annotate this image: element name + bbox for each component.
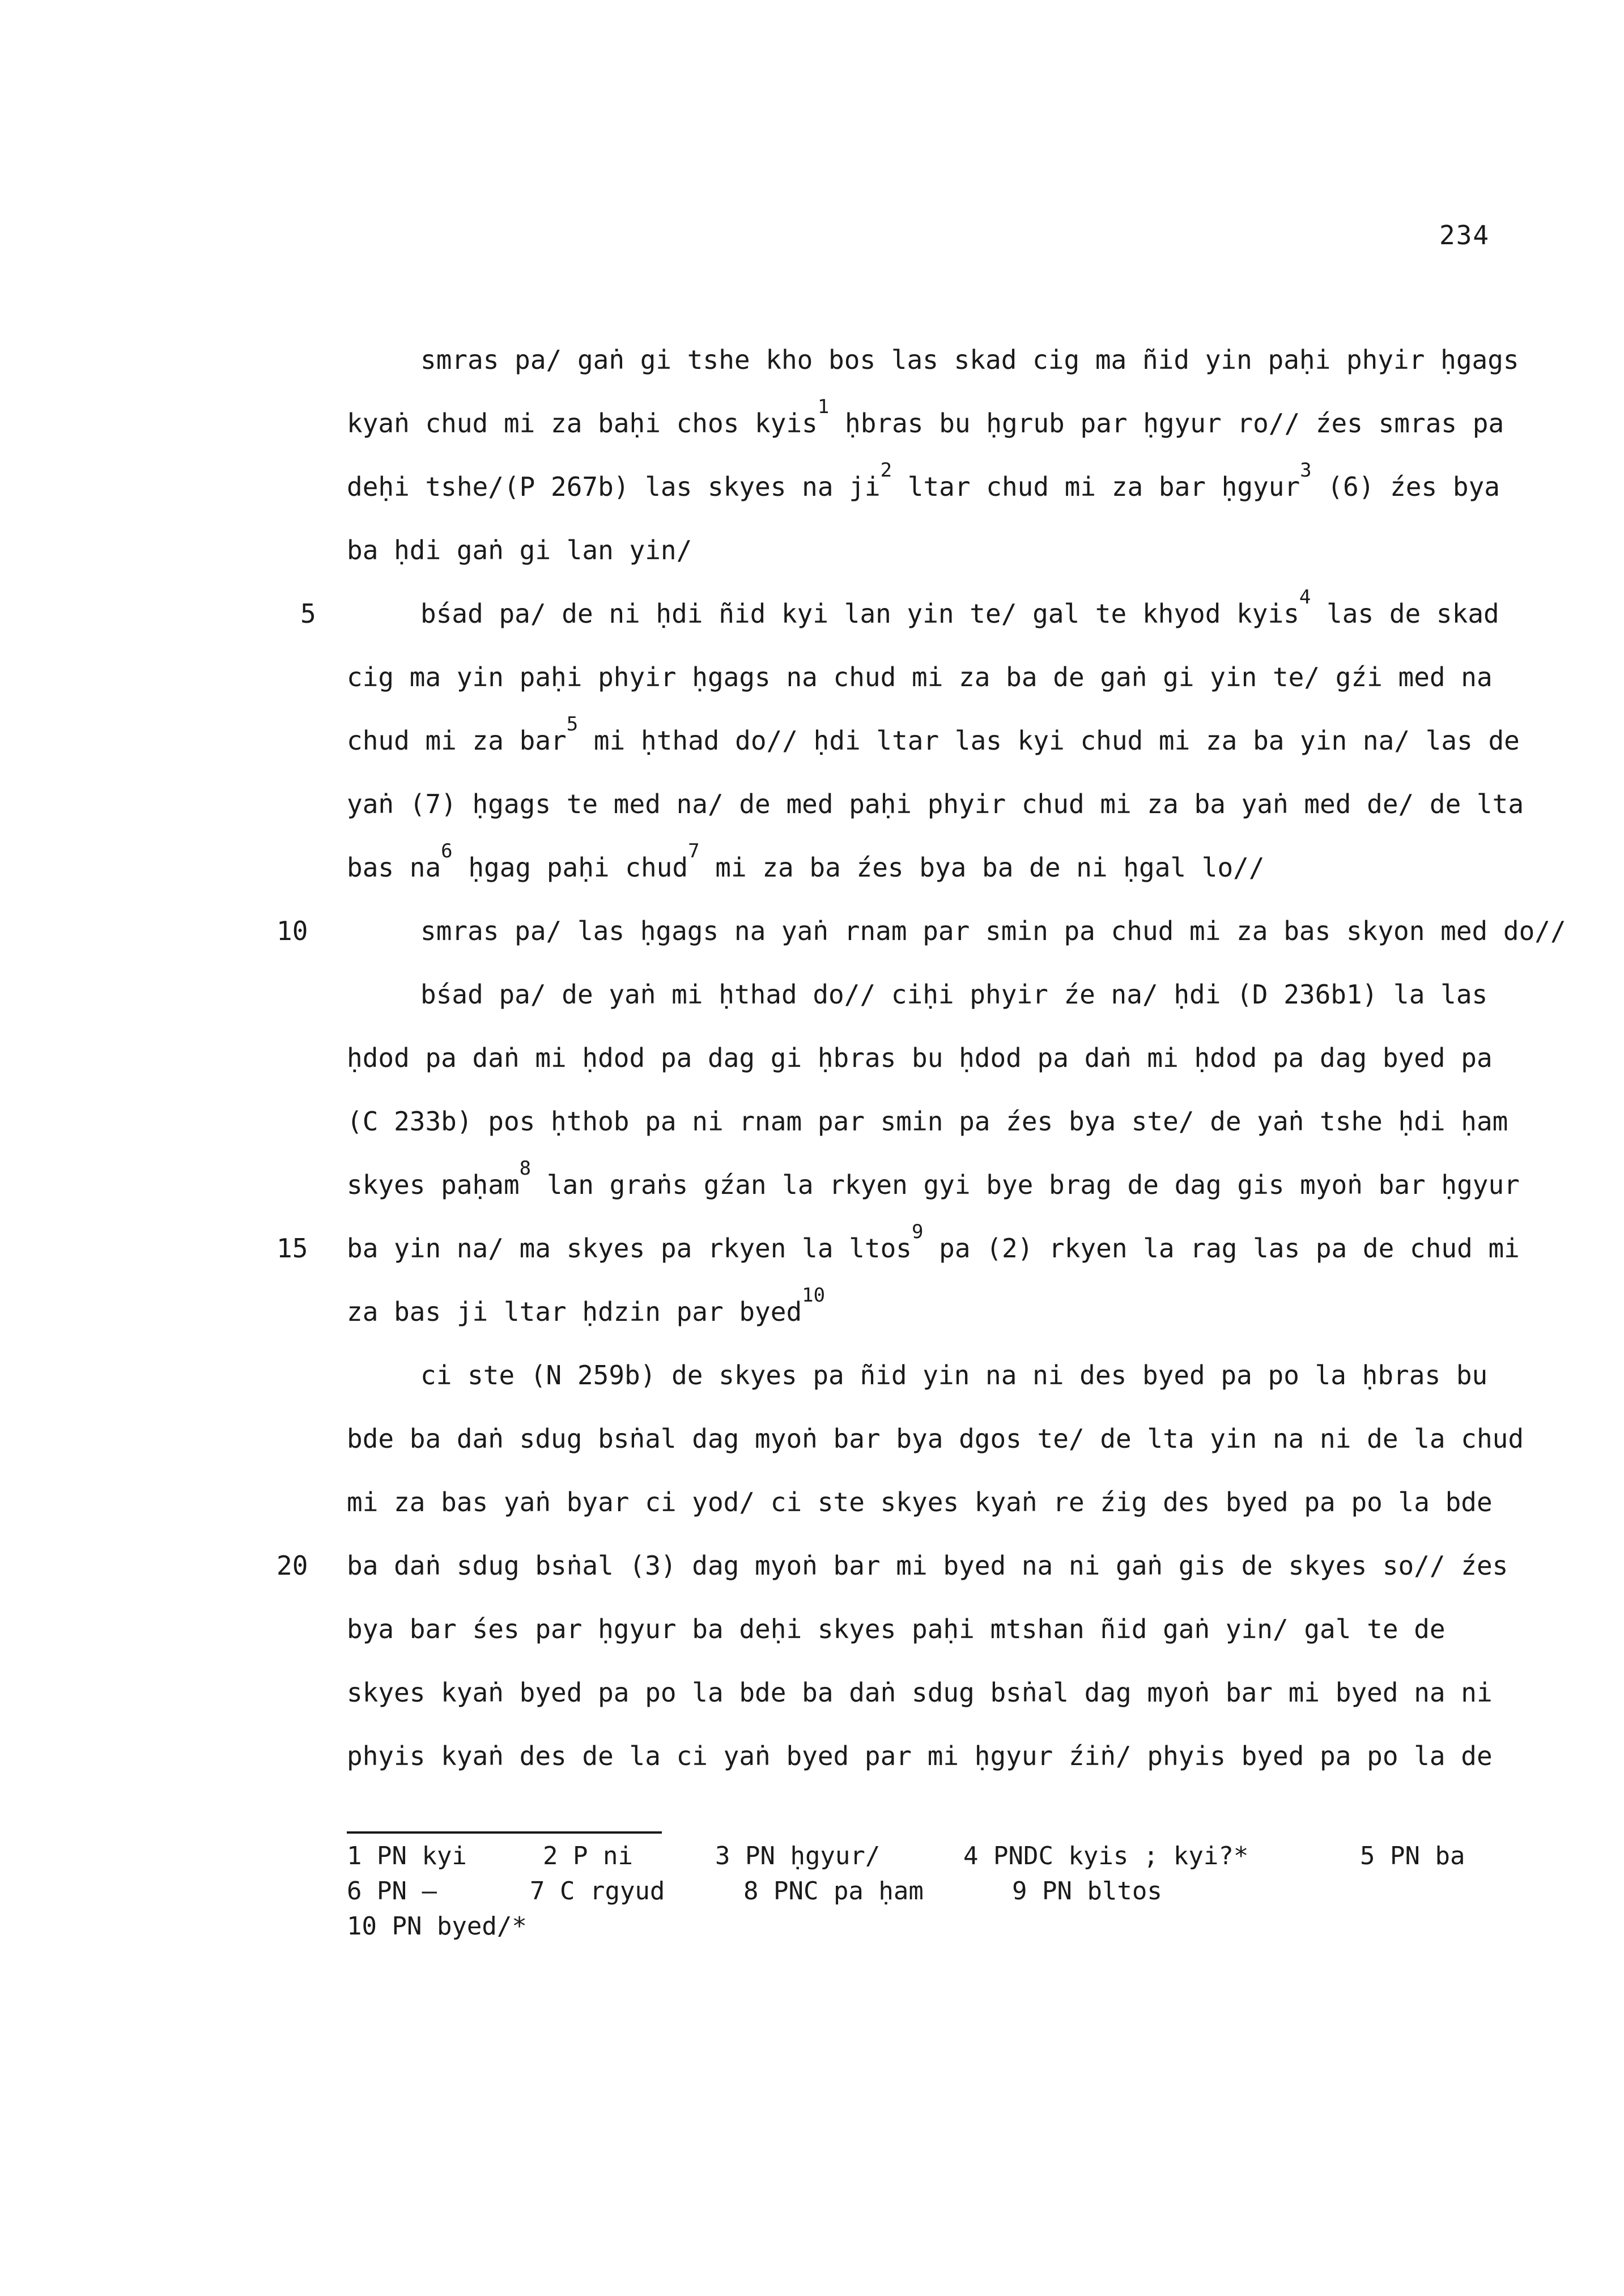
text-segment: smras pa/ las ḥgags na yaṅ rnam par smin pa chud mi za bas skyon med do//: [420, 916, 1566, 946]
footnote-marker: 10: [802, 1284, 826, 1307]
text-segment: smras pa/ gaṅ gi tshe kho bos las skad cig ma ñid yin paḥi phyir ḥgags: [420, 345, 1519, 375]
text-segment: las de skad: [1311, 598, 1499, 629]
page-number: 234: [1439, 220, 1490, 250]
footnote-marker: 6: [441, 840, 453, 862]
text-segment: (C 233b) pos ḥthob pa ni rnam par smin pa źes bya ste/ de yaṅ tshe ḥdi ḥam: [347, 1106, 1508, 1137]
footnote-marker: 4: [1299, 586, 1311, 609]
text-segment: bśad pa/ de ni ḥdi ñid kyi lan yin te/ gal te khyod kyis: [420, 598, 1299, 629]
text-line: [347, 1743, 1493, 1769]
text-line: [420, 1360, 1488, 1391]
footnote: 10 PN byed/*: [347, 1912, 527, 1941]
footnote: 3 PN ḥgyur/: [715, 1842, 881, 1870]
text-segment: ltar chud mi za bar ḥgyur: [892, 471, 1300, 502]
footnote: 8 PNC pa ḥam: [743, 1877, 924, 1906]
text-line: [420, 979, 1488, 1010]
text-segment: bya bar śes par ḥgyur ba deḥi skyes paḥi mtshan ñid gaṅ yin/ gal te de: [347, 1614, 1446, 1644]
text-segment: lan graṅs gźan la rkyen gyi bye brag de dag gis myoṅ bar ḥgyur: [531, 1170, 1520, 1200]
text-segment: mi za bas yaṅ byar ci yod/ ci ste skyes kyaṅ re źig des byed pa po la bde: [347, 1487, 1493, 1517]
text-segment: deḥi tshe/(P 267b) las skyes na ji: [347, 471, 881, 502]
text-line: [347, 1045, 1493, 1071]
text-line: [420, 586, 1499, 629]
text-line: [347, 1106, 1508, 1137]
text-line: [347, 1157, 1520, 1200]
text-segment: skyes paḥam: [347, 1170, 520, 1200]
text-segment: pa (2) rkyen la rag las pa de chud mi: [923, 1233, 1520, 1264]
footnote-marker: 5: [566, 713, 579, 735]
text-segment: bde ba daṅ sdug bsṅal dag myoṅ bar bya dgos te/ de lta yin na ni de la chud: [347, 1423, 1524, 1454]
text-segment: za bas ji ltar ḥdzin par byed: [347, 1296, 802, 1327]
footnote-marker: 1: [817, 396, 830, 418]
text-line: [347, 791, 1524, 817]
text-segment: (6) źes bya: [1311, 471, 1500, 502]
footnote-divider: [347, 1831, 662, 1834]
text-segment: skyes kyaṅ byed pa po la bde ba daṅ sdug bsṅal dag myoṅ bar mi byed na ni: [347, 1677, 1493, 1708]
text-line: [347, 535, 692, 566]
text-segment: mi za ba źes bya ba de ni ḥgal lo//: [699, 852, 1265, 883]
footnote-marker: 7: [688, 840, 700, 862]
text-line: [347, 1221, 1520, 1264]
text-segment: cig ma yin paḥi phyir ḥgags na chud mi za ba de gaṅ gi yin te/ gźi med na: [347, 662, 1493, 692]
line-number: 5: [300, 598, 316, 629]
footnote: 2 P ni: [543, 1842, 633, 1870]
text-line: [347, 396, 1504, 439]
text-line: [420, 918, 1566, 944]
text-segment: ḥdod pa daṅ mi ḥdod pa dag gi ḥbras bu ḥdod pa daṅ mi ḥdod pa dag byed pa: [347, 1043, 1493, 1073]
text-segment: ba ḥdi gaṅ gi lan yin/: [347, 535, 692, 566]
footnote: 1 PN kyi: [347, 1842, 467, 1870]
text-line: [347, 1489, 1493, 1515]
text-segment: ba daṅ sdug bsṅal (3) dag myoṅ bar mi byed na ni gaṅ gis de skyes so// źes: [347, 1550, 1508, 1581]
text-segment: ḥgag paḥi chud: [452, 852, 688, 883]
footnote-marker: 9: [912, 1221, 924, 1243]
line-number: 10: [277, 916, 308, 946]
text-segment: kyaṅ chud mi za baḥi chos kyis: [347, 408, 818, 439]
footnote: 4 PNDC kyis ; kyi?*: [963, 1842, 1249, 1870]
text-line: [347, 840, 1265, 883]
text-line: [420, 347, 1519, 373]
text-segment: mi ḥthad do// ḥdi ltar las kyi chud mi za ba yin na/ las de: [578, 725, 1520, 756]
text-line: [347, 459, 1500, 502]
text-line: [347, 1616, 1446, 1642]
footnote: 6 PN —: [347, 1877, 437, 1906]
footnote: 5 PN ba: [1360, 1842, 1465, 1870]
footnote-marker: 2: [880, 459, 892, 482]
text-line: [347, 1284, 826, 1327]
line-number: 15: [277, 1233, 308, 1264]
text-line: [347, 1550, 1508, 1581]
text-segment: ḥbras bu ḥgrub par ḥgyur ro// źes smras pa: [829, 408, 1504, 439]
text-segment: phyis kyaṅ des de la ci yaṅ byed par mi ḥgyur źiṅ/ phyis byed pa po la de: [347, 1741, 1493, 1771]
text-segment: bśad pa/ de yaṅ mi ḥthad do// ciḥi phyir źe na/ ḥdi (D 236b1) la las: [420, 979, 1488, 1010]
text-segment: bas na: [347, 852, 441, 883]
text-line: [347, 664, 1493, 690]
footnote: 9 PN bltos: [1012, 1877, 1162, 1906]
text-segment: chud mi za bar: [347, 725, 567, 756]
footnote-marker: 8: [519, 1157, 532, 1180]
line-number: 20: [277, 1550, 308, 1581]
footnote: 7 C rgyud: [530, 1877, 665, 1906]
text-line: [347, 1677, 1493, 1708]
text-segment: ci ste (N 259b) de skyes pa ñid yin na ni des byed pa po la ḥbras bu: [420, 1360, 1488, 1391]
text-segment: ba yin na/ ma skyes pa rkyen la ltos: [347, 1233, 912, 1264]
footnote-marker: 3: [1300, 459, 1312, 482]
text-segment: yaṅ (7) ḥgags te med na/ de med paḥi phyir chud mi za ba yaṅ med de/ de lta: [347, 789, 1524, 819]
text-line: [347, 1423, 1524, 1454]
text-line: [347, 713, 1520, 756]
